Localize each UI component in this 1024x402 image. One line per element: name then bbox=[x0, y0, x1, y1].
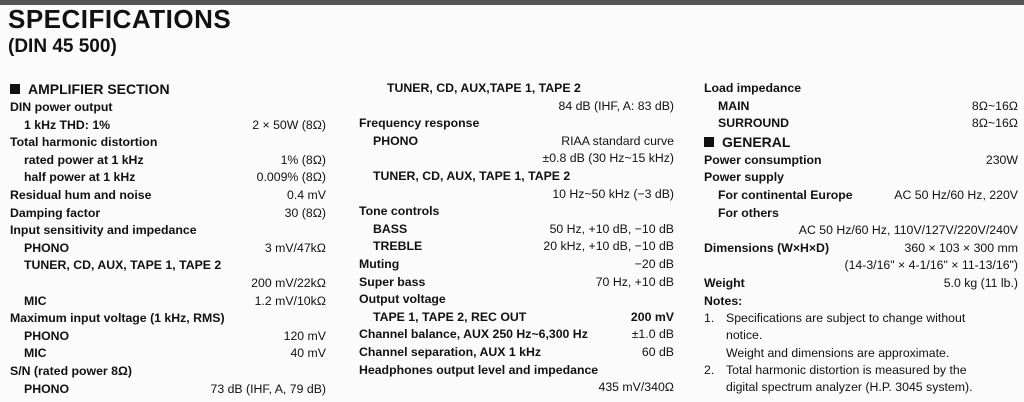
spec-tuner-value-row: 200 mV/22kΩ bbox=[251, 275, 326, 290]
note-1-line-a: 1. Specifications are subject to change without bbox=[704, 311, 966, 326]
note-1-line-b: notice. bbox=[726, 328, 763, 343]
spec-outv-row: TAPE 1, TAPE 2, REC OUT 200 mV bbox=[373, 309, 674, 324]
note-2-line-b: digital spectrum analyzer (H.P. 3045 system). bbox=[726, 380, 973, 395]
spec-sn-tuner-value-row: 84 dB (IHF, A: 83 dB) bbox=[558, 98, 674, 113]
bullet-square-icon bbox=[704, 137, 714, 147]
spec-max-phono-row: PHONO 120 mV bbox=[24, 328, 326, 343]
spec-load-impedance: Load impedance bbox=[704, 81, 802, 95]
spec-half-power-row: half power at 1 kHz 0.009% (8Ω) bbox=[24, 170, 326, 185]
note-2-line-a: 2. Total harmonic distortion is measured by the bbox=[704, 363, 967, 378]
spec-damping-row: Damping factor 30 (8Ω) bbox=[10, 205, 326, 220]
spec-power-supply: Power supply bbox=[704, 170, 784, 185]
spec-superbass-row: Super bass 70 Hz, +10 dB bbox=[359, 274, 674, 289]
section-heading-general: GENERAL bbox=[704, 133, 1018, 152]
spec-mic-row: MIC 1.2 mV/10kΩ bbox=[24, 293, 326, 308]
spec-continental-row: For continental Europe AC 50 Hz/60 Hz, 220V bbox=[718, 187, 1018, 202]
spec-tone-controls: Tone controls bbox=[359, 204, 440, 219]
spec-sn: S/N (rated power 8Ω) bbox=[10, 363, 132, 378]
spec-frequency-response: Frequency response bbox=[359, 116, 480, 131]
spec-output-voltage: Output voltage bbox=[359, 292, 446, 307]
spec-max-mic-row: MIC 40 mV bbox=[24, 346, 326, 361]
notes-heading: Notes: bbox=[704, 293, 743, 308]
spec-freq-phono-row: PHONO RIAA standard curve bbox=[373, 133, 674, 148]
spec-freq-phono-value2-row: ±0.8 dB (30 Hz~15 kHz) bbox=[542, 151, 674, 166]
spec-phono-row: PHONO 3 mV/47kΩ bbox=[24, 240, 326, 255]
note-1-line-c: Weight and dimensions are approximate. bbox=[726, 345, 950, 360]
spec-input-sensitivity: Input sensitivity and impedance bbox=[10, 223, 197, 238]
spec-balance-row: Channel balance, AUX 250 Hz~6,300 Hz ±1.0 dB bbox=[359, 327, 674, 342]
spec-separation-row: Channel separation, AUX 1 kHz 60 dB bbox=[359, 344, 674, 359]
column-amplifier bbox=[10, 80, 326, 398]
column-general bbox=[704, 80, 1018, 397]
spec-max-input: Maximum input voltage (1 kHz, RMS) bbox=[10, 311, 225, 326]
spec-muting-row: Muting −20 dB bbox=[359, 256, 674, 271]
spec-treble-row: TREBLE 20 kHz, +10 dB, −10 dB bbox=[373, 239, 674, 254]
page-title: SPECIFICATIONS bbox=[8, 4, 232, 34]
spec-dimensions-row: Dimensions (W×H×D) 360 × 103 × 300 mm bbox=[704, 240, 1018, 255]
spec-freq-tuner-label: TUNER, CD, AUX, TAPE 1, TAPE 2 bbox=[373, 168, 571, 183]
spec-residual-row: Residual hum and noise 0.4 mV bbox=[10, 187, 326, 202]
spec-tuner-label: TUNER, CD, AUX, TAPE 1, TAPE 2 bbox=[24, 258, 222, 273]
column-frequency bbox=[359, 80, 674, 397]
spec-headphones-value-row: 435 mV/340Ω bbox=[598, 380, 674, 395]
spec-consumption-row: Power consumption 230W bbox=[704, 152, 1018, 167]
spec-total-harmonic: Total harmonic distortion bbox=[10, 135, 158, 150]
spec-weight-row: Weight 5.0 kg (11 lb.) bbox=[704, 275, 1018, 290]
spec-headphones: Headphones output level and impedance bbox=[359, 362, 599, 377]
spec-sn-phono-row: PHONO 73 dB (IHF, A, 79 dB) bbox=[24, 381, 326, 396]
spec-others-value-row: AC 50 Hz/60 Hz, 110V/127V/220V/240V bbox=[798, 223, 1018, 238]
section-heading-amplifier: AMPLIFIER SECTION bbox=[10, 80, 326, 99]
spec-bass-row: BASS 50 Hz, +10 dB, −10 dB bbox=[373, 221, 674, 236]
page-subtitle: (DIN 45 500) bbox=[8, 36, 117, 57]
spec-freq-tuner-value-row: 10 Hz~50 kHz (−3 dB) bbox=[552, 186, 674, 201]
spec-main-row: MAIN 8Ω~16Ω bbox=[718, 98, 1018, 113]
spec-surround-row: SURROUND 8Ω~16Ω bbox=[718, 116, 1018, 131]
spec-din-power-output: DIN power output bbox=[10, 100, 113, 114]
spec-dimensions-inch-row: (14-3/16" × 4-1/16" × 11-13/16") bbox=[844, 258, 1018, 273]
spec-others-label: For others bbox=[718, 205, 779, 220]
bullet-square-icon bbox=[10, 84, 20, 94]
spec-rated-power-row: rated power at 1 kHz 1% (8Ω) bbox=[24, 152, 326, 167]
spec-sn-tuner-label: TUNER, CD, AUX,TAPE 1, TAPE 2 bbox=[387, 81, 581, 95]
spec-thd-row: 1 kHz THD: 1% 2 × 50W (8Ω) bbox=[24, 117, 326, 132]
